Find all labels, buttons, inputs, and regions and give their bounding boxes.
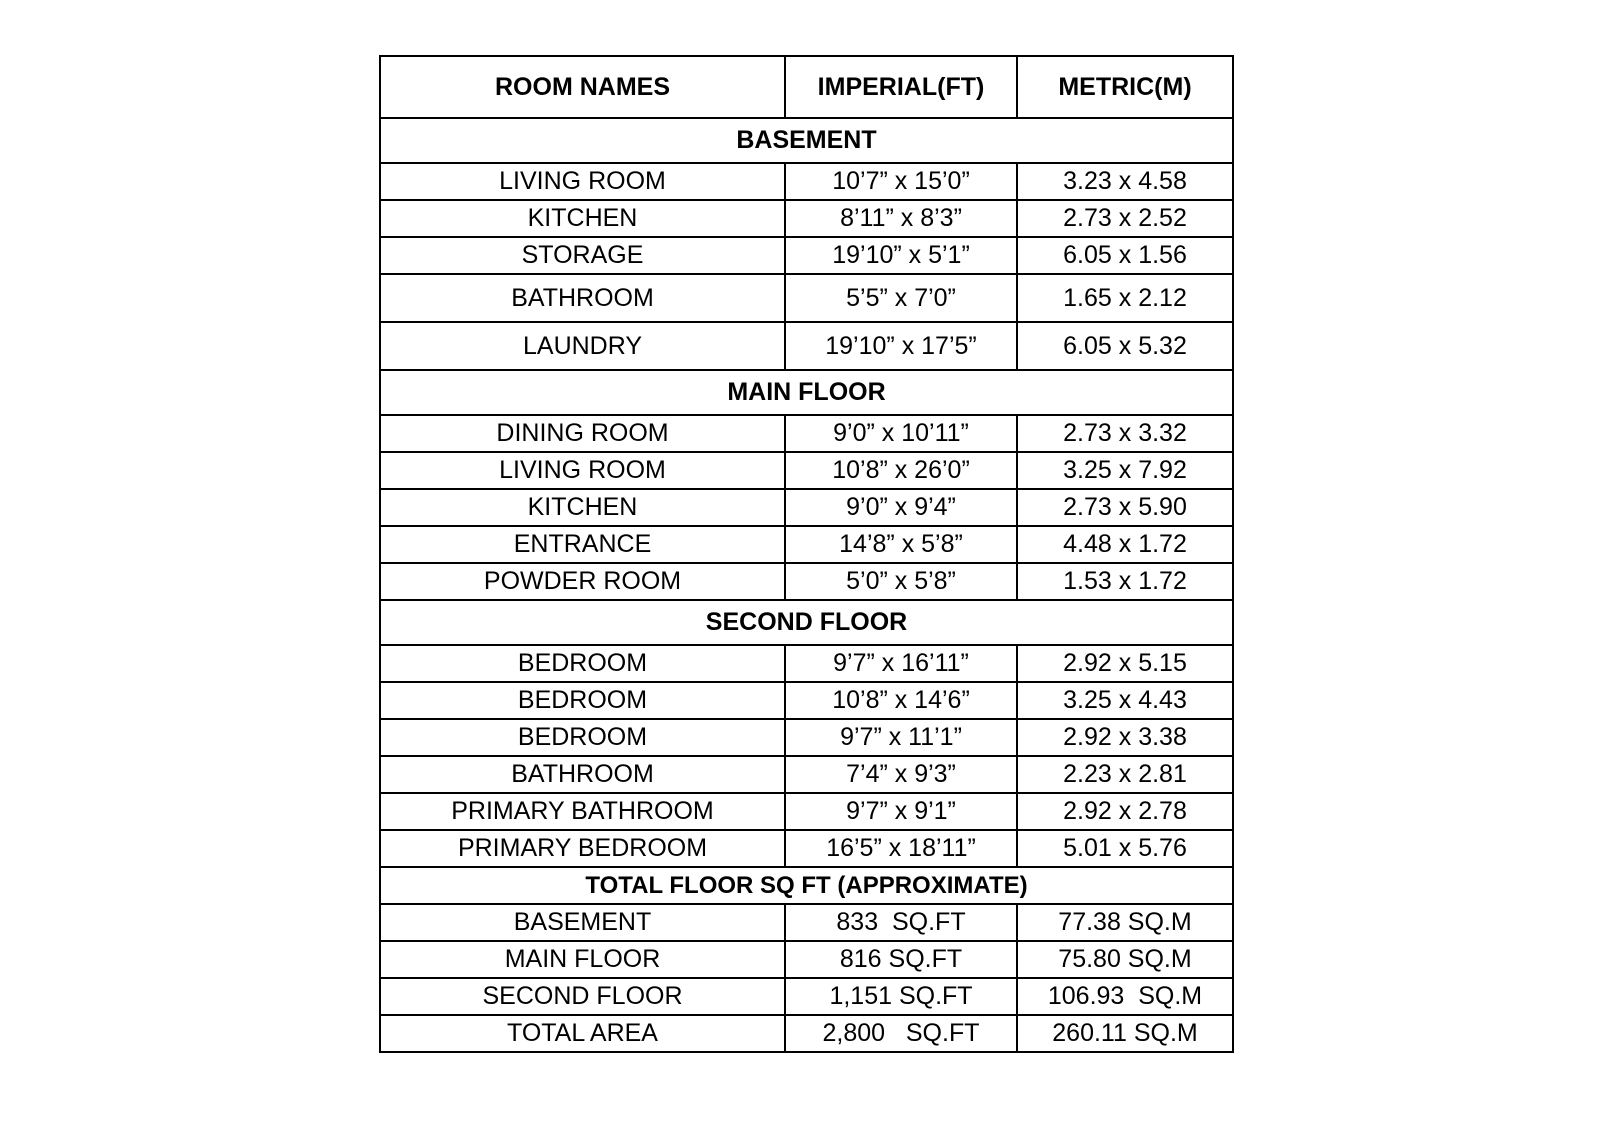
room-name: LIVING ROOM (380, 163, 785, 200)
table-row (380, 452, 1233, 489)
room-name: BATHROOM (380, 756, 785, 793)
imperial-size: 10’8” x 26’0” (785, 452, 1017, 489)
table-row (380, 793, 1233, 830)
table-row (380, 200, 1233, 237)
room-name: ENTRANCE (380, 526, 785, 563)
table-row (380, 645, 1233, 682)
section-title: BASEMENT (380, 118, 1233, 163)
metric-size: 2.92 x 5.15 (1017, 645, 1233, 682)
table-row (380, 163, 1233, 200)
metric-area: 260.11 SQ.M (1017, 1015, 1233, 1052)
metric-area: 106.93 SQ.M (1017, 978, 1233, 1015)
imperial-size: 7’4” x 9’3” (785, 756, 1017, 793)
room-name: BEDROOM (380, 719, 785, 756)
metric-size: 3.25 x 4.43 (1017, 682, 1233, 719)
table-row (380, 1015, 1233, 1052)
table-row (380, 978, 1233, 1015)
table-row (380, 322, 1233, 370)
metric-size: 1.53 x 1.72 (1017, 563, 1233, 600)
imperial-size: 9’7” x 9’1” (785, 793, 1017, 830)
room-name: STORAGE (380, 237, 785, 274)
table-row (380, 719, 1233, 756)
imperial-area: 816 SQ.FT (785, 941, 1017, 978)
metric-size: 2.92 x 2.78 (1017, 793, 1233, 830)
room-name: BEDROOM (380, 645, 785, 682)
metric-size: 3.23 x 4.58 (1017, 163, 1233, 200)
imperial-size: 5’5” x 7’0” (785, 274, 1017, 322)
metric-area: 77.38 SQ.M (1017, 904, 1233, 941)
metric-size: 1.65 x 2.12 (1017, 274, 1233, 322)
metric-size: 2.23 x 2.81 (1017, 756, 1233, 793)
room-name: POWDER ROOM (380, 563, 785, 600)
floor-name: BASEMENT (380, 904, 785, 941)
room-name: LIVING ROOM (380, 452, 785, 489)
room-name: KITCHEN (380, 489, 785, 526)
section-row-second-floor (380, 600, 1233, 645)
metric-area: 75.80 SQ.M (1017, 941, 1233, 978)
room-name: BATHROOM (380, 274, 785, 322)
header-row (380, 56, 1233, 118)
imperial-area: 2,800 SQ.FT (785, 1015, 1017, 1052)
table-row (380, 563, 1233, 600)
imperial-size: 10’8” x 14’6” (785, 682, 1017, 719)
imperial-size: 8’11” x 8’3” (785, 200, 1017, 237)
floor-name: TOTAL AREA (380, 1015, 785, 1052)
room-name: DINING ROOM (380, 415, 785, 452)
floor-name: MAIN FLOOR (380, 941, 785, 978)
imperial-size: 9’7” x 11’1” (785, 719, 1017, 756)
table-row (380, 830, 1233, 867)
metric-size: 6.05 x 1.56 (1017, 237, 1233, 274)
header-imperial: IMPERIAL(FT) (785, 56, 1017, 118)
imperial-area: 1,151 SQ.FT (785, 978, 1017, 1015)
section-title: TOTAL FLOOR SQ FT (APPROXIMATE) (380, 867, 1233, 904)
section-title: MAIN FLOOR (380, 370, 1233, 415)
metric-size: 2.73 x 3.32 (1017, 415, 1233, 452)
table-row (380, 904, 1233, 941)
table-row (380, 526, 1233, 563)
metric-size: 2.92 x 3.38 (1017, 719, 1233, 756)
table-row (380, 489, 1233, 526)
imperial-size: 10’7” x 15’0” (785, 163, 1017, 200)
section-row-basement (380, 118, 1233, 163)
imperial-size: 19’10” x 5’1” (785, 237, 1017, 274)
imperial-size: 9’0” x 9’4” (785, 489, 1017, 526)
table-row (380, 682, 1233, 719)
table-row (380, 237, 1233, 274)
imperial-size: 9’0” x 10’11” (785, 415, 1017, 452)
room-name: KITCHEN (380, 200, 785, 237)
room-dimensions-table (379, 55, 1234, 1053)
imperial-size: 19’10” x 17’5” (785, 322, 1017, 370)
table-row (380, 756, 1233, 793)
section-row-main-floor (380, 370, 1233, 415)
imperial-size: 16’5” x 18’11” (785, 830, 1017, 867)
table-row (380, 415, 1233, 452)
imperial-size: 5’0” x 5’8” (785, 563, 1017, 600)
section-title: SECOND FLOOR (380, 600, 1233, 645)
imperial-area: 833 SQ.FT (785, 904, 1017, 941)
room-name: LAUNDRY (380, 322, 785, 370)
imperial-size: 9’7” x 16’11” (785, 645, 1017, 682)
metric-size: 3.25 x 7.92 (1017, 452, 1233, 489)
imperial-size: 14’8” x 5’8” (785, 526, 1017, 563)
metric-size: 4.48 x 1.72 (1017, 526, 1233, 563)
section-row-totals (380, 867, 1233, 904)
header-metric: METRIC(M) (1017, 56, 1233, 118)
metric-size: 2.73 x 5.90 (1017, 489, 1233, 526)
metric-size: 5.01 x 5.76 (1017, 830, 1233, 867)
room-name: PRIMARY BEDROOM (380, 830, 785, 867)
metric-size: 6.05 x 5.32 (1017, 322, 1233, 370)
header-room-names: ROOM NAMES (380, 56, 785, 118)
room-name: BEDROOM (380, 682, 785, 719)
table-row (380, 941, 1233, 978)
floor-name: SECOND FLOOR (380, 978, 785, 1015)
metric-size: 2.73 x 2.52 (1017, 200, 1233, 237)
room-name: PRIMARY BATHROOM (380, 793, 785, 830)
table-row (380, 274, 1233, 322)
